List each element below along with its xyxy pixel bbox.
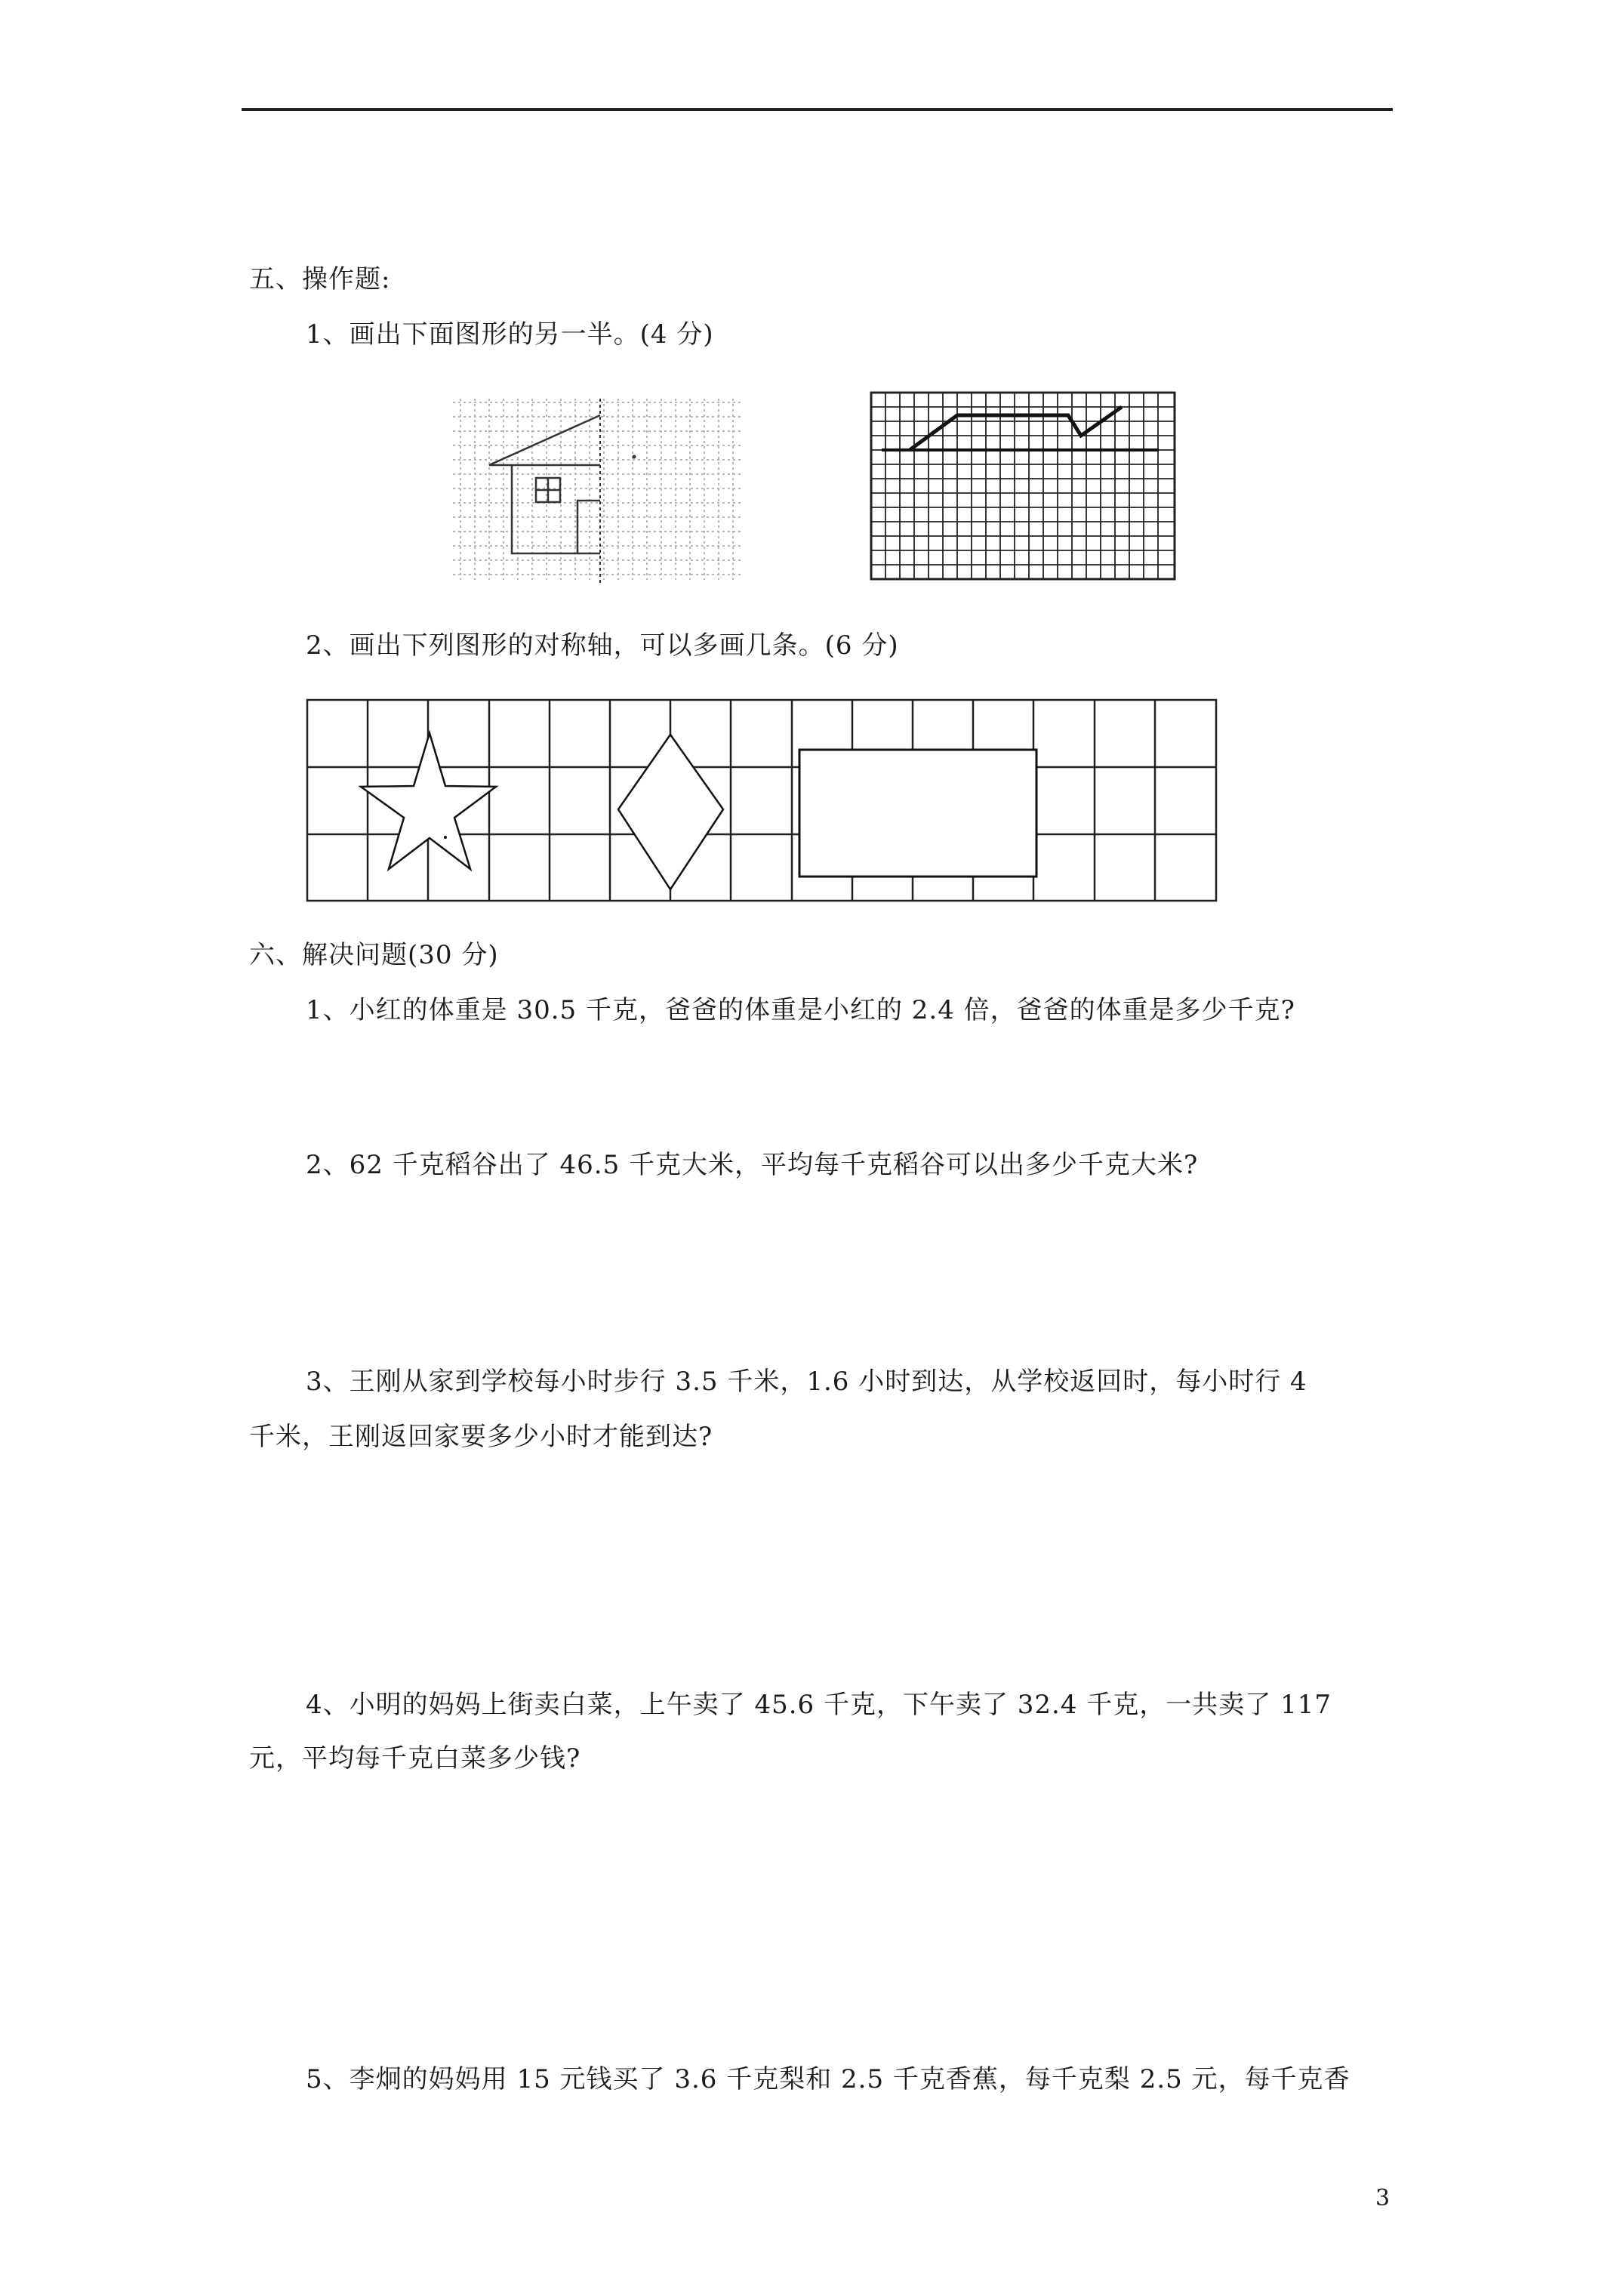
rhombus-shape: [618, 735, 723, 889]
question-6-4-line-2: 元，平均每千克白菜多少钱?: [249, 1743, 581, 1774]
section-6-heading: 六、解决问题(30 分): [249, 940, 499, 970]
symmetry-axis-grid-figure: [306, 698, 1219, 904]
question-6-1: 1、小红的体重是 30.5 千克，爸爸的体重是小红的 2.4 倍，爸爸的体重是多少千克?: [306, 995, 1295, 1025]
section-5-heading: 五、操作题:: [249, 264, 391, 294]
question-6-5-line-1: 5、李炯的妈妈用 15 元钱买了 3.6 千克梨和 2.5 千克香蕉，每千克梨 2.5 元，每千克香: [306, 2064, 1350, 2094]
line-half-figure: [868, 389, 1178, 585]
house-half-figure: [453, 399, 747, 584]
rectangle-shape: [799, 750, 1036, 877]
question-6-4-line-1: 4、小明的妈妈上街卖白菜，上午卖了 45.6 千克，下午卖了 32.4 千克，一共卖了 117: [306, 1690, 1332, 1720]
page-number: 3: [1375, 2185, 1391, 2211]
question-6-3-line-1: 3、王刚从家到学校每小时步行 3.5 千米，1.6 小时到达，从学校返回时，每小时行 4: [306, 1367, 1307, 1397]
question-5-2: 2、画出下列图形的对称轴，可以多画几条。(6 分): [306, 630, 899, 661]
header-rule: [242, 108, 1393, 111]
question-5-1: 1、画出下面图形的另一半。(4 分): [306, 319, 714, 350]
question-6-2: 2、62 千克稻谷出了 46.5 千克大米，平均每千克稻谷可以出多少千克大米?: [306, 1150, 1199, 1180]
question-6-3-line-2: 千米，王刚返回家要多少小时才能到达?: [249, 1422, 713, 1452]
